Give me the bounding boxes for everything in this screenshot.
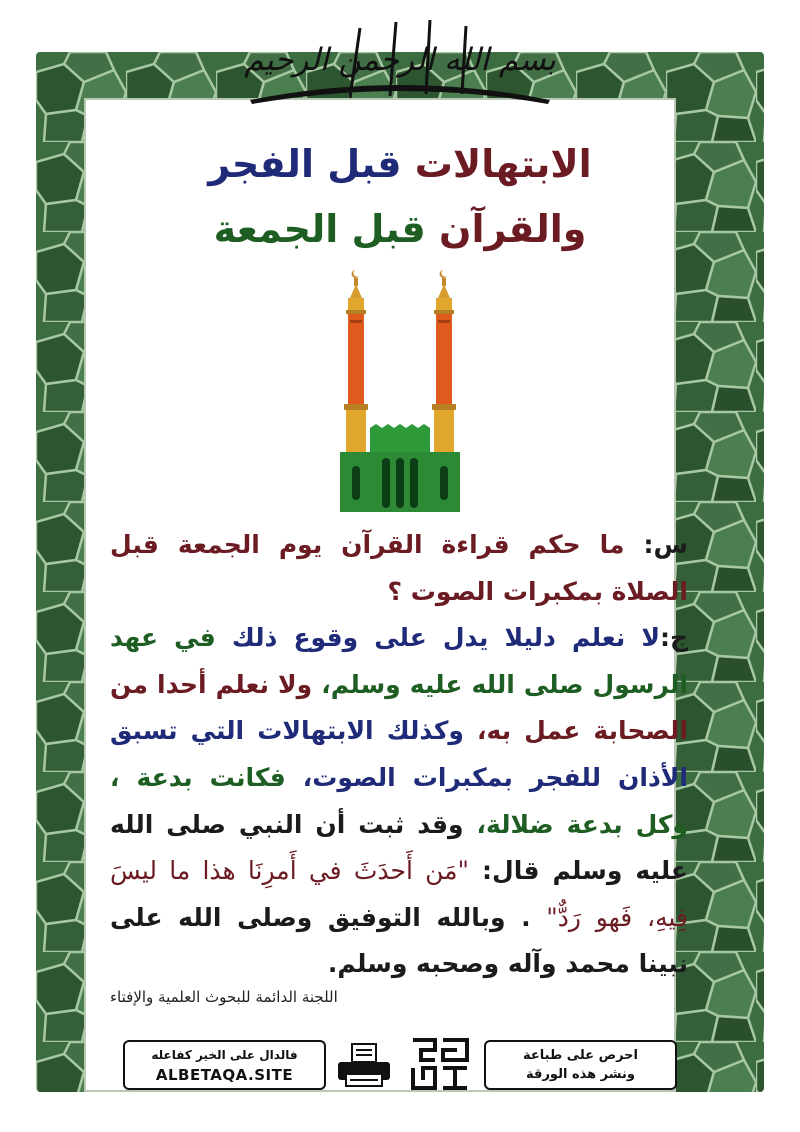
title-line-1-part-1: الابتهالات (414, 142, 592, 186)
left-minaret (344, 270, 368, 452)
site-tagline: فالدال على الخير كفاعله (151, 1048, 298, 1062)
print-note-box (484, 1040, 677, 1090)
hadith-quote: "مَن أَحدَثَ في أَمرِنَا هذا ما ليسَ فِيهِ، فَهو رَدٌّ" (110, 856, 688, 932)
signature: اللجنة الدائمة للبحوث العلمية والإفتاء (110, 988, 338, 1006)
title-line-2 (150, 205, 650, 253)
mosque-icon (338, 268, 462, 512)
print-note-line-2: ونشر هذه الورقة (526, 1067, 635, 1082)
question-prefix: س: (643, 530, 688, 559)
answer-part-3: ولا نعلم أحدا من الصحابة عمل به، (110, 669, 688, 746)
title-line-2-part-2: قبل الجمعة (213, 207, 426, 251)
answer-part-7: . وبالله التوفيق وصلى الله على نبينا محمد وآله وصحبه وسلم. (110, 902, 688, 979)
answer-part-2: في عهد الرسول صلى الله عليه وسلم، (110, 623, 688, 699)
answer-prefix: ج: (659, 623, 688, 653)
printer-icon (335, 1042, 393, 1088)
site-url[interactable]: ALBETAQA.SITE (155, 1066, 294, 1084)
answer-part-4: وكذلك الابتهالات التي تسبق الأذان للفجر بمكبرات الصوت، (110, 716, 688, 792)
print-note-line-1: احرص على طباعة (523, 1048, 638, 1063)
title-line-2-part-1: والقرآن (439, 207, 587, 251)
title-line-1 (150, 140, 650, 188)
right-minaret (432, 270, 456, 452)
basmala-text: بسم الله الرحمن الرحيم (244, 42, 556, 78)
answer-part-6: وقد ثبت أن النبي صلى الله عليه وسلم قال: (110, 809, 688, 886)
title-line-1-part-2: قبل الفجر (208, 142, 402, 186)
fatwa-body (110, 522, 688, 988)
website-box[interactable] (123, 1040, 326, 1090)
dawa-warqa-logo (409, 1036, 471, 1092)
answer-part-1: لا نعلم دليلا يدل على وقوع ذلك (231, 623, 660, 653)
question-text: ما حكم قراءة القرآن يوم الجمعة قبل الصلاة بمكبرات الصوت ؟ (110, 530, 688, 606)
footer-bar (123, 1040, 677, 1092)
answer-part-5: فكانت بدعة ، وكل بدعة ضلالة، (110, 762, 688, 839)
basmala-calligraphy (230, 8, 570, 112)
